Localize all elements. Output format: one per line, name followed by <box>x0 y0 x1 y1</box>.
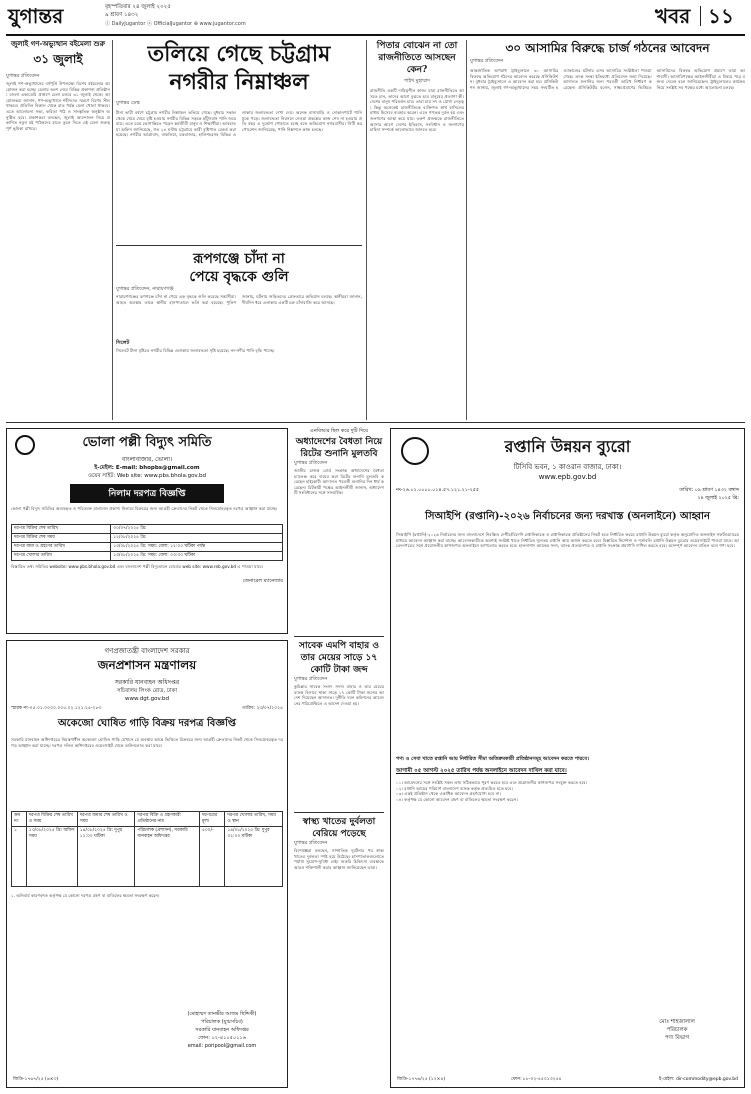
bhola-intro: ভোলা পল্লী বিদ্যুৎ সমিতির অব্যবহৃত ও পরিত্যক্ত মালামাল প্রকাশ্য নিলামে বিক্রয়ের জন্য আগ্রহী ক্রেতাদের নিকট থেকে সিলমোহরকৃত দরপত্র আহ্বান করা যাচ্ছে। <box>11 506 278 511</box>
col-divider-2 <box>366 40 367 420</box>
dgt-ad <box>6 640 288 1088</box>
bhola-cell: দরপত্র খোলার তারিখ <box>12 552 111 561</box>
small2-headline: সাবেক এমপি বাহার ও তার মেয়ের সাড়ে ১৭ কোটি টাকা জব্দ <box>299 641 379 675</box>
epb-web: www.epb.gov.bd <box>538 473 597 481</box>
table-row <box>12 525 283 534</box>
dgt-intro: সরকারি যানবাহন অধিদপ্তরের নিয়ন্ত্রণাধীন অকেজো ঘোষিত গাড়ি যেখানে যে অবস্থায় আছে ভিত্তিতে বিক্রয়ের জন্য আগ্রহী ক্রেতাদের নিকট থেকে সিলমোহরকৃত দরপত্র আহ্বান করা যাচ্ছে। দরপত্র দলিল অধিদপ্তরের ওয়েবসাইট থেকে ডাউনলোড করা যাবে। <box>11 737 283 748</box>
dgt-phone: ফোন: ০২-৪১০৫০১১৬ <box>198 1035 246 1041</box>
dgt-signer-title: পরিচালক (যুগ্মসচিব) <box>201 1019 243 1025</box>
dgt-email: email: poripool@gmail.com <box>187 1043 257 1049</box>
dgt-th: দরপত্র বিক্রি ও গ্রহণকারী প্রতিষ্ঠানের নাম <box>135 812 200 827</box>
epb-ad <box>390 428 745 1088</box>
dgt-td: ১৪/০৮/২০২৫ খ্রি: দুপুর ০২:০০ ঘটিকা <box>225 827 283 887</box>
dgt-th: দরপত্র জমার শেষ তারিখ ও সময় <box>77 812 135 827</box>
lead-sub-kicker: সিলেট <box>116 340 130 346</box>
table-header <box>12 812 283 827</box>
epb-bold-line: পণ্য ও সেবা খাতে রপ্তানি আয় নির্ধারিত সীমা অতিক্রমকারী প্রতিষ্ঠানসমূহ আবেদন করতে পারবে। <box>396 756 589 762</box>
bhola-cell: দরপত্র বিক্রির শেষ তারিখ <box>12 525 111 534</box>
epb-date-2: ২৪ জুলাই ২০২৫ খ্রি: <box>697 496 739 501</box>
small-story-2 <box>294 640 384 810</box>
dgt-th: দরপত্র খোলার তারিখ, সময় ও স্থান <box>225 812 283 827</box>
epb-point: ০২। রপ্তানি আয়ের পরিমাণ বাংলাদেশ ব্যাংক কর্তৃক প্রত্যয়িত হতে হবে। <box>396 785 513 791</box>
left-story-kicker: জুলাই গণ-অভ্যুত্থান বইমেলা শুরু <box>11 40 105 48</box>
dgt-th: ক্রম নং <box>12 812 27 827</box>
bhola-ad <box>6 428 288 634</box>
lead-headline-1: তলিয়ে গেছে চট্টগ্রাম <box>147 41 331 67</box>
middle-rule <box>116 245 362 246</box>
bhola-table <box>11 524 283 561</box>
bhola-cell: ১৩/০৮/২০২৫ খ্রি: সময়: বেলা: ০৩:৩০ ঘটিকা <box>111 552 283 561</box>
bhola-org: ভোলা পল্লী বিদ্যুৎ সমিতি <box>82 435 212 450</box>
web-icon: ⊕ <box>193 21 198 27</box>
bhola-contact: ই-মেইল: E-mail: bhopbs@gmail.com <box>94 465 200 471</box>
small2-body: কুমিল্লার সাবেক সংসদ সদস্য বাহার ও তার মেয়ের ব্যাংক হিসাবে থাকা সাড়ে ১৭ কোটি টাকা জব্দের আদেশ দিয়েছেন আদালত। দুর্নীতি দমন কমিশনের আবেদনের পরিপ্রেক্ষিতে এ আদেশ দেওয়া হয়। <box>294 684 384 706</box>
small-story-3 <box>294 816 384 1088</box>
lead-body: টানা ভারী বর্ষণে চট্টগ্রাম নগরীর নিম্নাঞ্চল তলিয়ে গেছে। বুধবার সকাল থেকে থেমে থেমে বৃষ্টি হওয়ায় নগরীর বিভিন্ন সড়কে হাঁটুসমান পানি জমে যায়। এতে চরম ভোগান্তিতে পড়েন কর্মজীবী মানুষ ও শিক্ষার্থীরা। আবহাওয়া অফিস জানিয়েছে, গত ২৪ ঘণ্টায় চট্টগ্রামে ভারী বৃষ্টিপাত রেকর্ড করা হয়েছে। নগরীর আগ্রাবাদ, বাকলিয়া, চকবাজার, হালিশহরসহ বিভিন্ন এলাকায় জলাবদ্ধতা দেখা দেয়। অনেক বাসাবাড়ি ও দোকানপাটে পানি ঢুকে পড়ে। জলাবদ্ধতা নিরসনে নেওয়া প্রকল্পের কাজ শেষ না হওয়ায় প্রতি বছর এ দুর্ভোগ পোহাতে হচ্ছে বলে অভিযোগ নগরবাসীর। সিটি করপোরেশন জানিয়েছে, পানি নিষ্কাশনে কাজ চলছে। <box>116 110 362 138</box>
right-story <box>470 40 745 420</box>
right-headline: ৩০ আসামির বিরুদ্ধে চার্জ গঠনের আবেদন <box>505 41 710 55</box>
middle-story <box>116 250 362 420</box>
dgt-code: জিডি-১৭৬৭/২৫ (৬×৩) <box>13 1077 59 1082</box>
bhola-logo-icon <box>15 435 35 455</box>
bhola-sign: জেনারেল ম্যানেজার <box>242 578 283 584</box>
bhola-cell: ৩০/০৭/২০২৫ খ্রি: <box>111 525 283 534</box>
middle-headline-2: পেয়ে বৃদ্ধকে গুলি <box>189 269 289 285</box>
dgt-td: ১ <box>12 827 27 887</box>
dgt-th: দরপত্রের মূল্য <box>199 812 224 827</box>
top-section-rule <box>6 422 745 423</box>
dgt-signer-org: সরকারি যানবাহন অধিদপ্তর <box>195 1027 249 1033</box>
left-story <box>6 40 110 420</box>
epb-title: সিআইপি (রপ্তানি)-২০২৬ নির্বাচনের জন্য দরখাস্ত (অনলাইনে) আহ্বান <box>425 511 710 522</box>
epb-body: সিআইপি (রপ্তানি)-২০২৬ নির্বাচনের জন্য বাংলাদেশে নিবন্ধিত দেশীয়/বিদেশি রপ্তানিকারক ও রপ্তানিকারক প্রতিষ্ঠানের নিকট হতে নির্ধারিত ফরমে রপ্তানি উন্নয়ন ব্যুরো কর্তৃক অনুমোদিত অনলাইন সফটওয়্যারের মাধ্যমে আবেদন আহ্বান করা যাচ্ছে। আবেদনকারীকে অবশ্যই সংশ্লিষ্ট খাতে নির্ধারিত ন্যূনতম রপ্তানি আয় অর্জন করতে হবে। বিস্তারিত নির্দেশনা ও শর্তাবলি রপ্তানি উন্নয়ন ব্যুরোর ওয়েবসাইটে পাওয়া যাবে। আবেদনপত্রের সঙ্গে প্রয়োজনীয় কাগজপত্র অনলাইনে আপলোড করতে হবে। হালনাগাদ আয়কর সনদ, ব্যাংক প্রত্যয়নপত্র ও রপ্তানি সংক্রান্ত প্রমাণাদি দাখিল করতে হবে। অসম্পূর্ণ আবেদন বাতিল বলে গণ্য হবে। <box>396 532 739 549</box>
dgt-td: ১৩/০৮/২০২৫ খ্রি: অফিস সময় <box>26 827 77 887</box>
twitter-icon: ⓧ <box>146 21 152 27</box>
epb-org: রপ্তানি উন্নয়ন ব্যুরো <box>504 437 631 456</box>
dgt-td: ১৪/০৮/২০২৫ খ্রি: দুপুর ১২:০০ ঘটিকা <box>77 827 135 887</box>
bhola-cell: ১২/০৮/২০২৫ খ্রি: <box>111 534 283 543</box>
dgt-table <box>11 811 283 887</box>
masthead <box>0 0 751 36</box>
bhola-cell: দরপত্র জমা ও গ্রহণের তারিখ <box>12 543 111 552</box>
dgt-th: দরপত্র বিক্রির শেষ তারিখ ও সময় <box>26 812 77 827</box>
left-story-body: জুলাই গণ-অভ্যুত্থানের বর্ষপূর্তি উপলক্ষ্যে বিশেষ বইমেলার আয়োজন করা হচ্ছে। মেলায় অংশ নেবে বিভিন্ন প্রকাশনা প্রতিষ্ঠান। বাংলা একাডেমি প্রাঙ্গণে মেলা চলবে ৩১ জুলাই থেকে। আয়োজকরা জানান, গণ-অভ্যুত্থানে শহীদদের স্মরণে বিশেষ স্টল থাকবে। প্রতিদিন বিকাল থেকে রাত পর্যন্ত মেলা খোলা থাকবে। এতে আলোচনা সভা, কবিতা পাঠ ও সাংস্কৃতিক অনুষ্ঠান অনুষ্ঠিত হবে। প্রকাশকরা বলছেন, জুলাই আন্দোলন নিয়ে প্রকাশিত নতুন বই পাঠকদের হাতে তুলে দিতে এই মেলা গুরুত্বপূর্ণ ভূমিকা রাখবে। <box>6 81 110 131</box>
dgt-address: সচিবালয় লিংক রোড, ঢাকা <box>116 688 178 694</box>
small3-headline: স্বাস্থ্য খাতের দুর্বলতা বেরিয়ে পড়েছে <box>302 817 376 839</box>
dgt-signer: (মোহাম্মদ তানভীর আজম ছিদ্দিকী) <box>187 1011 257 1017</box>
epb-signer: মোঃ শাহজালাল <box>659 1019 695 1025</box>
table-row <box>12 543 283 552</box>
small2-byline: যুগান্তর প্রতিবেদন <box>294 677 328 682</box>
epb-email: ই-মেইল: dir-commodity@epb.gov.bd <box>659 1077 738 1082</box>
lead-byline: যুগান্তর ডেস্ক <box>116 101 140 106</box>
right-body: আন্তর্জাতিক অপরাধ ট্রাইব্যুনালে ৩০ আসামির বিরুদ্ধে অভিযোগ গঠনের আবেদন করেছে প্রসিকিউশন। বুধবার ট্রাইব্যুনালে এ আবেদন করা হয়। প্রসিকিউশন জানায়, জুলাই গণ-অভ্যুত্থানের সময় সংঘটিত হত্যাকাণ্ডের ঘটনায় এসব আসামির সংশ্লিষ্টতা পাওয়া গেছে। তদন্ত সংস্থা ইতিমধ্যে প্রতিবেদন জমা দিয়েছে। আদালত শুনানির জন্য পরবর্তী তারিখ নির্ধারণ করেছেন। প্রসিকিউটর বলেন, সাক্ষ্যপ্রমাণের ভিত্তিতে আসামিদের বিরুদ্ধে অভিযোগ প্রমাণে তারা আশাবাদী। আসামিপক্ষের আইনজীবীরা এ বিষয়ে পরে বক্তব্য দেবেন বলে জানিয়েছেন। ট্রাইব্যুনালের কার্যক্রম নিয়ে সংশ্লিষ্ট সব পক্ষের মধ্যে আলোচনা চলছে। <box>470 68 745 90</box>
facebook-icon: ⓕ <box>105 21 111 27</box>
masthead-rule <box>6 34 745 36</box>
bhola-footer: বিস্তারিত তথ্য সমিতির website: www.pbs.bhola.gov.bd এবং বাংলাদেশ পল্লী বিদ্যুতায়ন বোর্ডের web site: www.reb.gov.bd এ পাওয়া যাবে। <box>11 564 264 569</box>
dgt-memo-date: তারিখ: ২৩/০৭/২০২৫ <box>242 706 283 711</box>
dgt-dept: সরকারি যানবাহন অধিদপ্তর <box>114 679 180 686</box>
masthead-divider <box>700 6 701 26</box>
masthead-logo: যুগান্তর <box>8 4 64 28</box>
epb-code: জিডি-১৭৭৬/২৫ (১২×৪) <box>397 1077 446 1082</box>
column-byline: শাইখ মুহাম্মাদ <box>404 79 430 84</box>
masthead-social-1: DailyJugantor <box>111 21 146 27</box>
dgt-memo-row <box>11 705 283 712</box>
dgt-td: পরিচালক (প্রশাসন), সরকারি যানবাহন অধিদপ্তর <box>135 827 200 887</box>
small-story-1 <box>294 428 384 628</box>
epb-address: টিসিবি ভবন, ১ কাওরান বাজার, ঢাকা। <box>513 463 622 471</box>
column-story <box>370 40 464 420</box>
small1-body: জাতীয় রাজস্ব বোর্ড সংক্রান্ত অধ্যাদেশের বৈধতা চ্যালেঞ্জ করে দায়ের করা রিটের শুনানি মুলতবি করেছেন হাইকোর্ট। আদালত পরবর্তী শুনানির দিন ধার্য করেছেন। রিটকারী পক্ষের আইনজীবী জানান, অধ্যাদেশটি সংবিধানের সঙ্গে সাংঘর্ষিক। <box>294 468 384 496</box>
epb-point: ০৪। কর্তৃপক্ষ যে কোনো আবেদন গ্রহণ বা বাতিলের ক্ষমতা সংরক্ষণ করেন। <box>396 796 518 802</box>
middle-byline: যুগান্তর প্রতিবেদন, নারায়ণগঞ্জ <box>116 287 174 292</box>
masthead-social-2: OfficialJugantor <box>153 21 193 27</box>
dgt-gov: গণপ্রজাতন্ত্রী বাংলাদেশ সরকার <box>104 647 190 655</box>
epb-memo-row <box>396 487 739 503</box>
small1-byline: যুগান্তর প্রতিবেদন <box>294 461 328 466</box>
col-divider-1 <box>112 40 113 420</box>
small-rule-1 <box>294 636 384 637</box>
dgt-notes: ১. অনিবার্য কারণবশত কর্তৃপক্ষ যে কোনো দরপত্র গ্রহণ বা বাতিলের ক্ষমতা সংরক্ষণ করেন। <box>11 893 160 898</box>
masthead-social-3: www.jugantor.com <box>199 21 246 27</box>
dgt-signature-block <box>167 1011 277 1049</box>
small3-byline: যুগান্তর প্রতিবেদন <box>294 841 328 846</box>
dgt-memo: স্মারক নং-০৫.০১.০০০০.০০৫.০২.১২১.২৫-২৮৩ <box>11 706 102 711</box>
epb-signer-title: পরিচালক <box>666 1027 688 1033</box>
table-row <box>12 827 283 887</box>
left-story-byline: যুগান্তর প্রতিবেদন <box>6 74 40 79</box>
epb-date-1: তারিখ: ০৯ শ্রাবণ ১৪৩২ বঙ্গাব্দ <box>679 488 739 493</box>
lead-headline-2: নগরীর নিম্নাঞ্চল <box>169 69 309 95</box>
masthead-social <box>105 20 246 27</box>
masthead-date-2: ৯ শ্রাবণ ১৪৩২ <box>105 12 139 18</box>
small1-headline: অধ্যাদেশের বৈধতা নিয়ে রিটের শুনানি মুলতবি <box>295 437 383 459</box>
dgt-ministry: জনপ্রশাসন মন্ত্রণালয় <box>97 658 197 672</box>
middle-headline-1: রূপগঞ্জে চাঁদা না <box>193 251 285 267</box>
small1-kicker: এনবিআর ছিল করে দুটি দিয়ে <box>309 428 369 434</box>
epb-phone: ফোন: ৮৮-০২-৫৫০১৩২৫৪ <box>511 1077 562 1082</box>
table-row <box>12 552 283 561</box>
dgt-td: ৫০০/- <box>199 827 224 887</box>
epb-deadline: আগামী ০৫ আগস্ট ২০২৫ তারিখ পর্যন্ত অনলাইনে আবেদন দাখিল করা যাবে। <box>396 768 567 774</box>
small-rule-2 <box>294 812 384 813</box>
right-byline: যুগান্তর প্রতিবেদন <box>470 59 504 64</box>
table-row <box>12 534 283 543</box>
masthead-date: বৃহস্পতিবার ২৪ জুলাই ২০২৫ <box>105 4 171 10</box>
left-story-headline: ৩১ জুলাই <box>33 52 83 66</box>
bhola-title: নিলাম দরপত্র বিজ্ঞপ্তি <box>70 484 224 503</box>
epb-signer-dept: পণ্য বিভাগ <box>664 1035 690 1041</box>
page-number: ১১ <box>708 4 734 28</box>
epb-point: ০১। আবেদনের সঙ্গে সংশ্লিষ্ট সকল তথ্য সঠিকভাবে পূরণ করতে হবে এবং প্রয়োজনীয় কাগজপত্র সংযুক্ত করতে হবে। <box>396 780 588 785</box>
lead-sub-body: সিলেটে টানা বৃষ্টিতে নগরীর বিভিন্ন এলাকায় জলাবদ্ধতা সৃষ্টি হয়েছে। নদ-নদীর পানি বৃদ্ধি পাচ্ছে। <box>116 348 275 353</box>
col-divider-3 <box>466 40 467 420</box>
bhola-cell: ১৩/০৮/২০২৫ খ্রি: সময়: বেলা: ১২:০০ ঘটিকা পর্যন্ত <box>111 543 283 552</box>
epb-signature-block <box>622 1019 732 1043</box>
middle-body: নারায়ণগঞ্জের রূপগঞ্জে চাঁদা না পেয়ে এক বৃদ্ধকে গুলি করেছে সন্ত্রাসীরা। আহত অবস্থায় তাকে স্থানীয় হাসপাতালে ভর্তি করা হয়েছে। পুলিশ জানায়, ঘটনায় জড়িতদের গ্রেফতারে অভিযান চলছে। স্থানীয়রা জানান, দীর্ঘদিন ধরে এলাকায় একটি চক্র চাঁদাবাজি করে আসছে। <box>116 294 362 305</box>
dgt-title: অকেজো ঘোষিত গাড়ি বিক্রয় দরপত্র বিজ্ঞপ্তি <box>57 718 237 729</box>
epb-point: ০৩। একই প্রতিষ্ঠান থেকে একাধিক আবেদন গ্রহণযোগ্য হবে না। <box>396 791 501 797</box>
bhola-web: ওয়েব সাইট: Web site: www.pbs.bhola.gov.bd <box>87 473 206 479</box>
bhola-cell: দরপত্র বিক্রির শেষ সময় <box>12 534 111 543</box>
column-headline: পিতার বোঝেন না তো রাজনীতিতে আসছেন কেন? <box>376 41 458 75</box>
column-body: রাজনীতি একটি দায়িত্বশীল কাজ। যারা রাজনীতিতে আসতে চান, তাদের আগে বুঝতে হবে মানুষের প্রত্যাশা কী। দেশের মানুষ পরিবর্তন চায়। তারা চায় সৎ ও যোগ্য নেতৃত্ব। কিন্তু অনেকেই রাজনীতিকে ব্যক্তিগত স্বার্থ হাসিলের মাধ্যম হিসেবে ব্যবহার করেন। এতে গণতন্ত্র দুর্বল হয় এবং জনগণের আস্থা কমে যায়। তরুণ প্রজন্মকে রাজনীতিতে আসার আগে দেশের ইতিহাস, সংবিধান ও জনগণের চাহিদা সম্পর্কে ভালোভাবে জানতে হবে। <box>370 88 464 133</box>
epb-logo-icon <box>401 437 429 465</box>
bhola-place: বাংলাবাজার, ভোলা। <box>121 456 173 463</box>
epb-memo: নং-২৬.০২.০০০০.০১৪.৫৭.১২১.২১-২৫৫ <box>396 488 479 493</box>
small3-body: বিশেষজ্ঞরা বলছেন, সাম্প্রতিক দুর্ঘটনার পর স্বাস্থ্য খাতের দুর্বলতা স্পষ্ট হয়ে উঠেছে। হাসপাতালগুলোতে পর্যাপ্ত সুযোগ-সুবিধা নেই। জরুরি চিকিৎসা ব্যবস্থাকে আরও শক্তিশালী করার আহ্বান জানিয়েছেন তারা। <box>294 848 384 870</box>
dgt-web: www.dgt.gov.bd <box>124 696 170 702</box>
section-name: খবর <box>655 4 691 28</box>
